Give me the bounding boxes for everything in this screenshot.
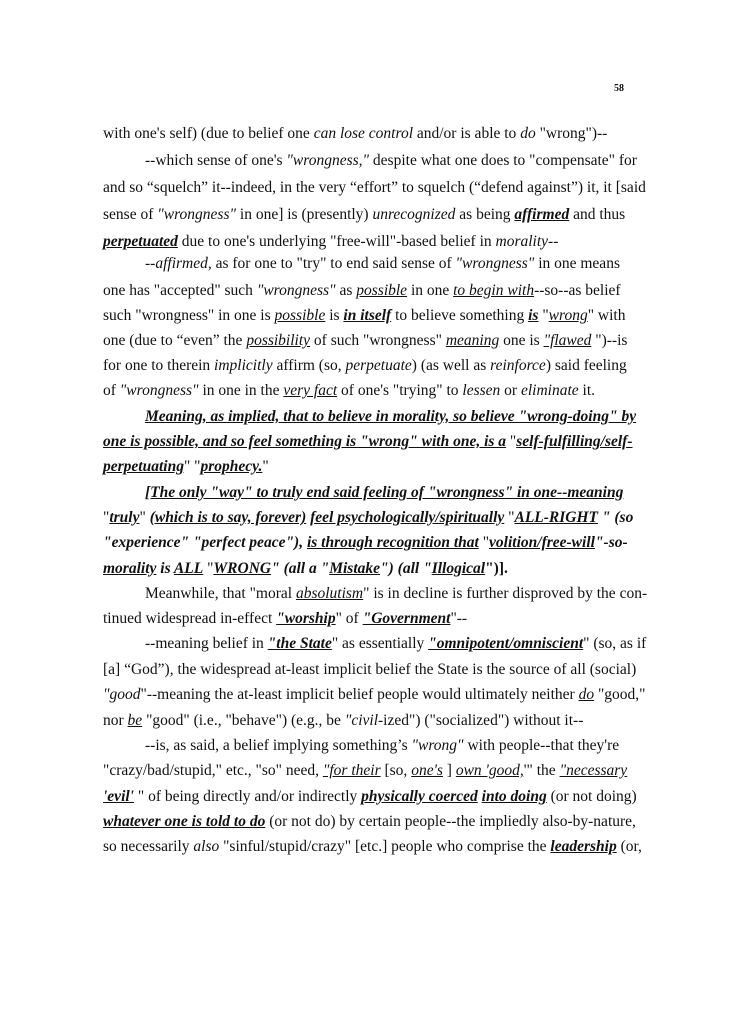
text-run: ")]. (485, 560, 508, 577)
text-run: is (156, 560, 174, 577)
text-run: so necessarily (103, 838, 194, 855)
text-run: affirmed (514, 206, 570, 223)
text-run: leadership (550, 838, 617, 855)
text-run: whatever one is told to do (103, 813, 266, 830)
text-run: absolutism (295, 585, 364, 602)
text-run: " (478, 534, 490, 551)
text-run: into doing (481, 788, 547, 805)
text-run: "wrongness," (286, 152, 370, 169)
text-run: lessen (462, 382, 501, 399)
text-run: Mistake (329, 560, 381, 577)
text-run: affirmed, (155, 255, 212, 272)
text-run: to begin with (453, 282, 535, 299)
text-run: and/or is able to (413, 125, 521, 142)
text-run: ALL-RIGHT (514, 509, 599, 526)
text-run: affirm (so, (272, 357, 346, 374)
text-line-26 (103, 761, 627, 781)
text-run: ") (all " (380, 560, 432, 577)
text-line-3 (103, 178, 646, 198)
text-run: [The only "way" to truly end said feeling of "wrongness" in one--meaning (145, 484, 624, 501)
text-run: in one (407, 282, 454, 299)
text-run: " is in decline is further disproved by the con- (363, 585, 648, 602)
text-run: for one to therein (103, 357, 215, 374)
text-line-4 (103, 205, 625, 225)
text-run: -- (145, 255, 156, 272)
text-run: " (203, 560, 214, 577)
text-run: sense of (103, 206, 158, 223)
text-run: "wrong" (411, 737, 464, 754)
text-line-2 (145, 151, 637, 171)
text-line-15 (145, 483, 623, 503)
text-run: as for one to "try" to end said sense of (211, 255, 456, 272)
text-run: morality (103, 560, 157, 577)
text-run: "worship (276, 610, 336, 627)
text-run: --is, as said, a belief implying something’s (145, 737, 412, 754)
text-run: "flawed (543, 332, 592, 349)
text-line-29 (103, 837, 642, 857)
text-run: Illogical (431, 560, 486, 577)
text-run: WRONG (213, 560, 272, 577)
text-run: (which is to say, forever) (149, 509, 307, 526)
text-run: feel psychologically/spiritually (310, 509, 505, 526)
text-run: "wrongness" (455, 255, 535, 272)
text-run: " (262, 458, 269, 475)
text-run: possible (274, 307, 326, 324)
text-line-16 (103, 508, 633, 528)
text-run: in one in the (198, 382, 284, 399)
text-run: ) (as well as (411, 357, 491, 374)
text-line-23 (103, 685, 645, 705)
text-run: -ized") ("socialized") without it-- (378, 712, 584, 729)
text-run: with one's self) (due to belief one (103, 125, 314, 142)
text-run: "crazy/bad/stupid," etc., "so" need, (103, 762, 323, 779)
text-run: " (103, 509, 110, 526)
text-run: and so “squelch” it--indeed, in the very “effort” to squelch (“defend against”) it, it [said (103, 179, 646, 196)
text-run: do (520, 125, 536, 142)
text-line-12 (145, 407, 636, 427)
text-run: [so, (380, 762, 412, 779)
text-run: ] (442, 762, 456, 779)
text-line-22 (103, 660, 636, 680)
text-run: perpetuated (103, 233, 178, 250)
text-run: to believe something (391, 307, 529, 324)
text-run: (or not doing) (546, 788, 637, 805)
text-run: truly (109, 509, 140, 526)
text-run: (or, (616, 838, 642, 855)
text-run: -- (548, 233, 559, 250)
text-run: also (193, 838, 220, 855)
text-run: "necessary (559, 762, 628, 779)
text-run: such "wrongness" in one is (103, 307, 275, 324)
text-run: " (139, 509, 150, 526)
text-run: Meanwhile, that "moral (145, 585, 296, 602)
text-run: unrecognized (372, 206, 456, 223)
text-run: in one means (534, 255, 620, 272)
text-run: --meaning belief in (145, 635, 268, 652)
text-run: "experience" "perfect peace"), (103, 534, 304, 551)
text-run: eliminate (520, 382, 579, 399)
text-run: "-so- (594, 534, 628, 551)
text-run: " of (335, 610, 363, 627)
text-run: self-fulfilling/self- (516, 433, 633, 450)
text-run: very fact (283, 382, 338, 399)
text-run: "civil (344, 712, 379, 729)
text-run: one's (411, 762, 443, 779)
page-number: 58 (614, 83, 624, 94)
text-run: is (528, 307, 539, 324)
text-line-14 (103, 457, 269, 477)
text-line-8 (103, 306, 625, 326)
text-run: "-- (450, 610, 468, 627)
text-run: in itself (343, 307, 392, 324)
text-run: due to one's underlying "free-will"-based belief in (177, 233, 496, 250)
text-run: " " (183, 458, 201, 475)
text-run: " (so, as if (583, 635, 647, 652)
text-run: physically coerced (361, 788, 478, 805)
text-run: --which sense of one's (145, 152, 287, 169)
text-run: possible (356, 282, 408, 299)
text-line-18 (103, 559, 508, 579)
text-run: "wrongness" (256, 282, 336, 299)
text-run: with people--that they're (463, 737, 620, 754)
text-run: and thus (569, 206, 626, 223)
text-run: perpetuate (345, 357, 412, 374)
text-run: "good (103, 686, 141, 703)
text-run: of (103, 382, 120, 399)
text-run: ")--is (591, 332, 628, 349)
text-run: "good" (i.e., "behave") (e.g., be (142, 712, 345, 729)
text-run: prophecy. (200, 458, 263, 475)
text-run: one is (499, 332, 544, 349)
text-run: "--meaning the at-least implicit belief people would ultimately neither (140, 686, 579, 703)
text-run: despite what one does to "compensate" for (369, 152, 637, 169)
text-run: perpetuating (103, 458, 184, 475)
text-run: 'evil' (103, 788, 134, 805)
text-run: ALL (173, 560, 204, 577)
text-line-10 (103, 356, 627, 376)
text-run: wrong (548, 307, 588, 324)
text-run: morality (495, 233, 549, 250)
text-run: is (325, 307, 344, 324)
text-run: one is possible, and so feel something is "wrong" with one, is a (103, 433, 507, 450)
text-run: "Government (362, 610, 451, 627)
text-line-28 (103, 812, 636, 832)
text-run: one has "accepted" such (103, 282, 257, 299)
text-run: nor (103, 712, 128, 729)
text-run: as being (455, 206, 515, 223)
text-run: " (all a " (271, 560, 330, 577)
text-run: --so--as belief (534, 282, 621, 299)
text-run: be (127, 712, 143, 729)
text-run: meaning (445, 332, 500, 349)
text-run: tinued widespread in-effect (103, 610, 277, 627)
text-line-13 (103, 432, 633, 452)
text-run: as (335, 282, 357, 299)
text-line-1 (103, 124, 607, 144)
text-run: reinforce (490, 357, 546, 374)
text-run: "sinful/stupid/crazy" [etc.] people who comprise the (219, 838, 551, 855)
text-run: in one] is (presently) (236, 206, 373, 223)
text-run: "omnipotent/omniscient (428, 635, 584, 652)
text-line-24 (103, 711, 583, 731)
text-run: ) said feeling (545, 357, 627, 374)
text-run: "the State (267, 635, 332, 652)
text-run: " (so (598, 509, 634, 526)
text-run: of such "wrongness" (310, 332, 446, 349)
text-line-19 (145, 584, 647, 604)
text-line-20 (103, 609, 467, 629)
text-line-27 (103, 787, 637, 807)
text-line-5 (103, 232, 558, 252)
text-run: " (504, 509, 515, 526)
text-run: one (due to “even” the (103, 332, 247, 349)
text-run: (or not do) by certain people--the impliedly also-by-nature, (265, 813, 636, 830)
text-line-9 (103, 331, 627, 351)
text-run: "good," (594, 686, 646, 703)
text-run: it. (578, 382, 596, 399)
text-run: [a] “God”), the widespread at-least implicit belief the State is the source of all (social) (103, 661, 637, 678)
text-run: " as essentially (331, 635, 429, 652)
text-run: possibility (246, 332, 311, 349)
text-run: own 'good, (455, 762, 524, 779)
text-run: or (500, 382, 521, 399)
text-run: "wrongness" (157, 206, 237, 223)
text-run: "wrong")-- (535, 125, 608, 142)
text-run: " with (587, 307, 626, 324)
text-line-17 (103, 533, 628, 553)
text-run: implicitly (214, 357, 273, 374)
text-run: Meaning, as implied, that to believe in morality, so believe "wrong-doing" by (145, 408, 637, 425)
text-run: of one's "trying" to (337, 382, 463, 399)
text-line-25 (145, 736, 619, 756)
text-line-7 (103, 281, 621, 301)
text-run: '" the (523, 762, 560, 779)
text-run: "for their (322, 762, 381, 779)
text-line-11 (103, 381, 595, 401)
text-run: volition/free-will (489, 534, 595, 551)
text-run: " (506, 433, 517, 450)
text-line-21 (145, 634, 646, 654)
text-run: "wrongness" (119, 382, 199, 399)
text-run: can lose control (313, 125, 413, 142)
text-run: " (538, 307, 549, 324)
text-run: do (578, 686, 595, 703)
text-run: is through recognition that (306, 534, 479, 551)
text-line-6 (145, 254, 620, 274)
text-run: " of being directly and/or indirectly (134, 788, 362, 805)
